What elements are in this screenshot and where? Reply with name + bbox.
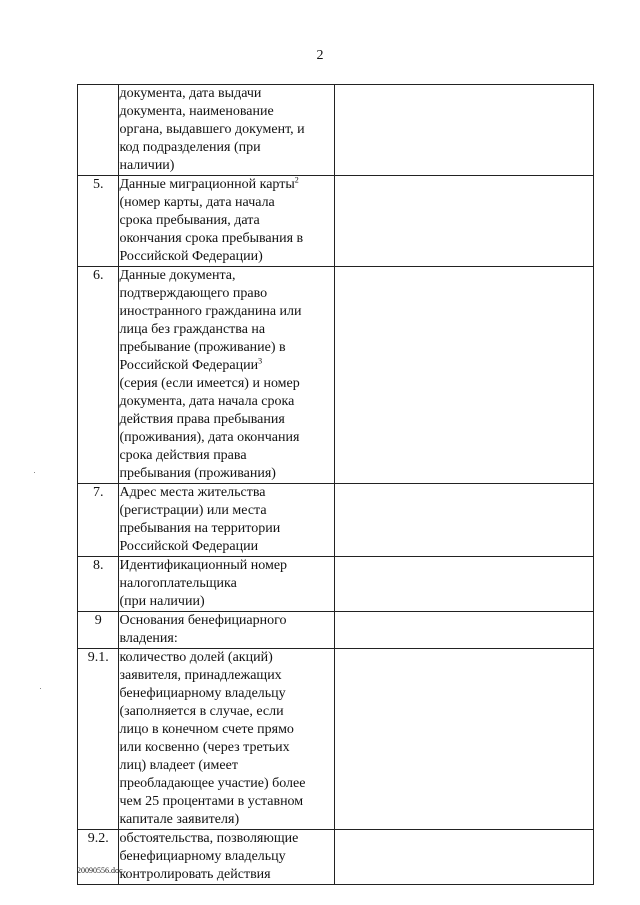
label-line-text: срока пребывания, дата	[119, 213, 260, 228]
label-line	[119, 157, 334, 175]
label-line	[119, 267, 334, 285]
footnote-mark: 3	[258, 356, 263, 366]
label-line	[119, 866, 334, 884]
label-line-text: лица без гражданства на	[119, 322, 266, 337]
row-value-field[interactable]	[334, 85, 593, 176]
table-row	[78, 649, 594, 830]
table-row	[78, 176, 594, 267]
label-line	[119, 757, 334, 775]
label-line-text: заявителя, принадлежащих	[119, 668, 282, 683]
label-line	[119, 285, 334, 303]
label-line-text: документа, дата выдачи	[119, 86, 262, 101]
label-line-text: документа, дата начала срока	[119, 394, 295, 409]
table-row	[78, 830, 594, 885]
label-line	[119, 303, 334, 321]
label-line-text: бенефициарному владельцу	[119, 849, 286, 864]
label-line	[119, 85, 334, 103]
row-value-field[interactable]	[334, 612, 593, 649]
label-line-text: контролировать действия	[119, 867, 271, 882]
label-line-text: бенефициарному владельцу	[119, 686, 286, 701]
label-line	[119, 612, 334, 630]
label-line	[119, 212, 334, 230]
row-number: 9	[78, 612, 119, 649]
label-line	[119, 194, 334, 212]
row-value-field[interactable]	[334, 649, 593, 830]
label-line-text: окончания срока пребывания в	[119, 231, 304, 246]
row-value-field[interactable]	[334, 830, 593, 885]
label-line	[119, 429, 334, 447]
label-line-text: органа, выдавшего документ, и	[119, 122, 305, 137]
row-number	[78, 85, 119, 176]
row-number: 9.1.	[78, 649, 119, 830]
row-label	[119, 830, 335, 885]
label-line	[119, 121, 334, 139]
label-line	[119, 721, 334, 739]
label-line	[119, 103, 334, 121]
scan-dot	[34, 472, 35, 473]
label-line	[119, 139, 334, 157]
label-line-text: Российской Федерации	[119, 358, 259, 373]
label-line-text: Идентификационный номер	[119, 558, 288, 573]
row-label	[119, 85, 335, 176]
label-line-text: пребывания (проживания)	[119, 466, 276, 481]
label-line-text: срока действия права	[119, 448, 247, 463]
table-row	[78, 612, 594, 649]
label-line	[119, 630, 334, 648]
label-line	[119, 793, 334, 811]
label-line	[119, 248, 334, 266]
label-line-text: чем 25 процентами в уставном	[119, 794, 304, 809]
label-line-text: действия права пребывания	[119, 412, 285, 427]
label-line-text: документа, наименование	[119, 104, 274, 119]
table-row	[78, 85, 594, 176]
form-table-body	[78, 85, 594, 885]
row-label	[119, 176, 335, 267]
label-line-text: (проживания), дата окончания	[119, 430, 300, 445]
row-label	[119, 557, 335, 612]
label-line	[119, 775, 334, 793]
label-line	[119, 811, 334, 829]
label-line	[119, 557, 334, 575]
table-row	[78, 267, 594, 484]
label-line-text: владения:	[119, 631, 178, 646]
label-line-text: или косвенно (через третьих	[119, 740, 290, 755]
label-line-text: преобладающее участие) более	[119, 776, 306, 791]
label-line	[119, 685, 334, 703]
label-line	[119, 230, 334, 248]
label-line-text: (номер карты, дата начала	[119, 195, 275, 210]
row-value-field[interactable]	[334, 176, 593, 267]
label-line-text: Основания бенефициарного	[119, 613, 287, 628]
label-line	[119, 703, 334, 721]
label-line	[119, 520, 334, 538]
label-line	[119, 739, 334, 757]
label-line-text: (при наличии)	[119, 594, 205, 609]
row-number: 5.	[78, 176, 119, 267]
label-line	[119, 830, 334, 848]
label-line-text: пребывания на территории	[119, 521, 281, 536]
label-line	[119, 447, 334, 465]
page-number: 2	[316, 48, 324, 63]
document-filename: 20090556.doc	[77, 866, 123, 875]
row-number: 7.	[78, 484, 119, 557]
label-line	[119, 575, 334, 593]
row-number: 9.2.	[78, 830, 119, 885]
label-line-text: (заполняется в случае, если	[119, 704, 284, 719]
row-value-field[interactable]	[334, 267, 593, 484]
label-line	[119, 393, 334, 411]
label-line-text: код подразделения (при	[119, 140, 261, 155]
label-line-text: количество долей (акций)	[119, 650, 273, 665]
label-line-text: пребывание (проживание) в	[119, 340, 286, 355]
row-label	[119, 612, 335, 649]
label-line	[119, 502, 334, 520]
label-line-text: Адрес места жительства	[119, 485, 266, 500]
footnote-mark: 2	[294, 175, 299, 185]
label-line	[119, 176, 334, 194]
label-line	[119, 538, 334, 556]
label-line	[119, 649, 334, 667]
label-line-text: (серия (если имеется) и номер	[119, 376, 300, 391]
label-line	[119, 357, 334, 375]
label-line-text: Данные документа,	[119, 268, 236, 283]
label-line	[119, 411, 334, 429]
label-line-text: Российской Федерации	[119, 539, 259, 554]
label-line-text: Данные миграционной карты	[119, 177, 295, 192]
label-line	[119, 848, 334, 866]
label-line	[119, 667, 334, 685]
table-row	[78, 557, 594, 612]
label-line	[119, 375, 334, 393]
label-line-text: обстоятельства, позволяющие	[119, 831, 299, 846]
table-row	[78, 484, 594, 557]
row-label	[119, 649, 335, 830]
label-line	[119, 484, 334, 502]
label-line	[119, 465, 334, 483]
row-value-field[interactable]	[334, 557, 593, 612]
label-line-text: капитале заявителя)	[119, 812, 240, 827]
form-table	[77, 84, 594, 885]
label-line	[119, 321, 334, 339]
label-line	[119, 593, 334, 611]
row-label	[119, 484, 335, 557]
label-line	[119, 339, 334, 357]
label-line-text: наличии)	[119, 158, 175, 173]
row-number: 8.	[78, 557, 119, 612]
label-line-text: налогоплательщика	[119, 576, 237, 591]
label-line-text: иностранного гражданина или	[119, 304, 302, 319]
label-line-text: лиц) владеет (имеет	[119, 758, 238, 773]
label-line-text: лицо в конечном счете прямо	[119, 722, 294, 737]
label-line-text: подтверждающего право	[119, 286, 268, 301]
label-line-text: (регистрации) или места	[119, 503, 267, 518]
row-value-field[interactable]	[334, 484, 593, 557]
label-line-text: Российской Федерации)	[119, 249, 263, 264]
row-label	[119, 267, 335, 484]
row-number: 6.	[78, 267, 119, 484]
scan-dot	[40, 688, 41, 689]
